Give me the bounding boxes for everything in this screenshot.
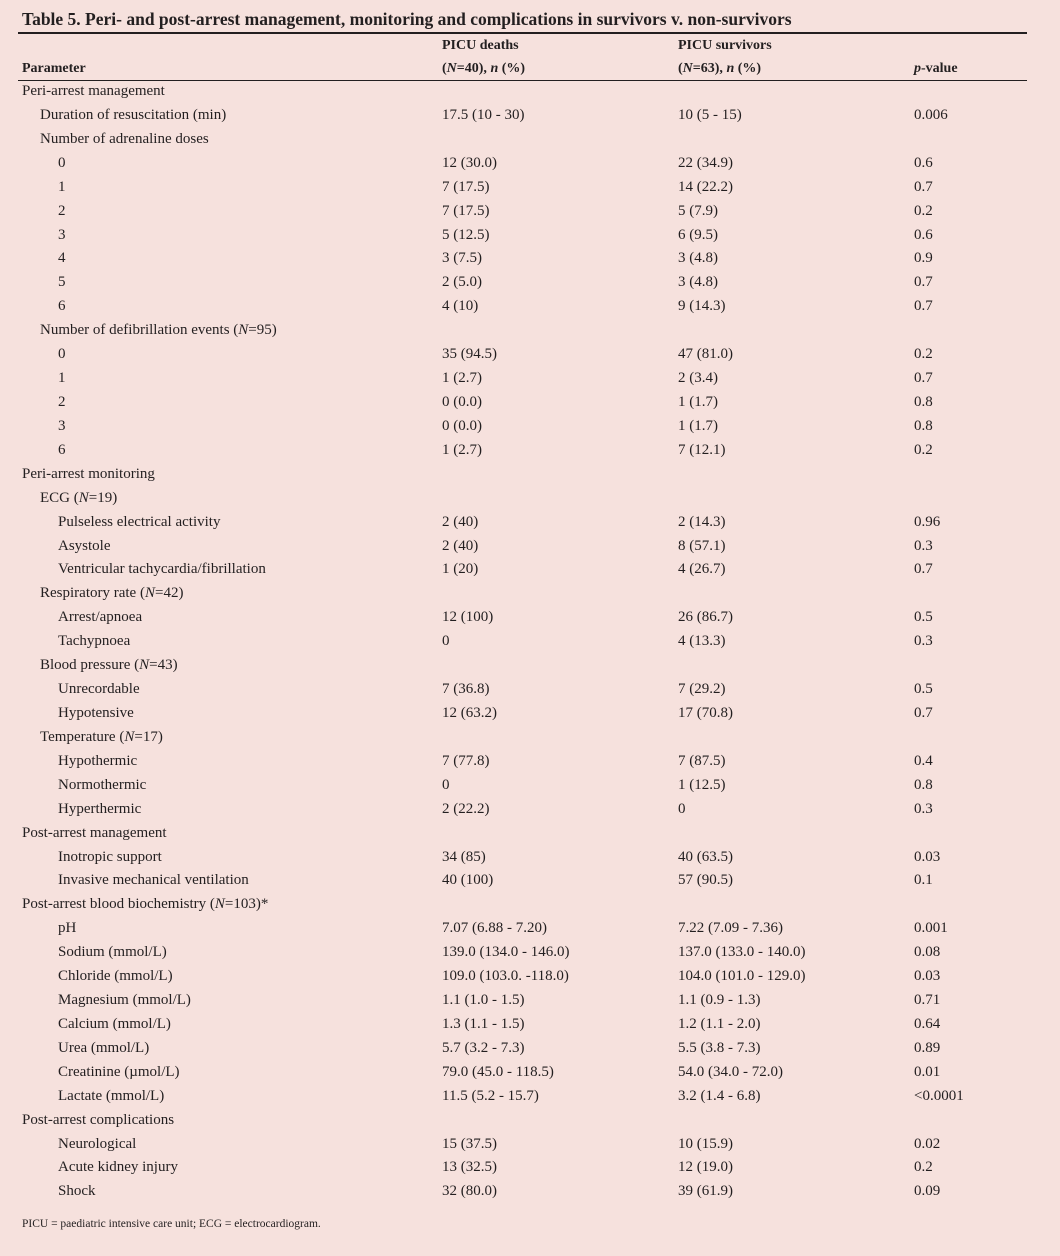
cell-survivors: 137.0 (133.0 - 140.0) <box>678 944 806 961</box>
table-row <box>0 177 1060 201</box>
cell-pvalue: 0.1 <box>914 872 933 889</box>
cell-pvalue: 0.8 <box>914 417 933 434</box>
table-row <box>0 655 1060 679</box>
cell-survivors: 1.2 (1.1 - 2.0) <box>678 1015 761 1032</box>
table-row <box>0 1110 1060 1134</box>
table-row <box>0 296 1060 320</box>
cell-deaths: 12 (63.2) <box>442 704 497 721</box>
header-survivors-line2: (N=63), n (%) <box>678 61 762 76</box>
cell-survivors: 4 (26.7) <box>678 561 726 578</box>
cell-pvalue: 0.001 <box>914 920 948 937</box>
cell-pvalue: 0.9 <box>914 250 933 267</box>
cell-survivors: 5 (7.9) <box>678 202 718 219</box>
table-row <box>0 536 1060 560</box>
cell-deaths: 1 (20) <box>442 561 479 578</box>
row-label: Calcium (mmol/L) <box>58 1015 171 1032</box>
row-label: Inotropic support <box>58 848 162 865</box>
table-row <box>0 129 1060 153</box>
row-label: Urea (mmol/L) <box>58 1039 150 1056</box>
row-label: Invasive mechanical ventilation <box>58 872 249 889</box>
table-row <box>0 847 1060 871</box>
row-label: 3 <box>58 417 66 434</box>
cell-survivors: 39 (61.9) <box>678 1183 733 1200</box>
cell-survivors: 14 (22.2) <box>678 178 733 195</box>
cell-survivors: 3 (4.8) <box>678 250 718 267</box>
cell-survivors: 7 (29.2) <box>678 681 726 698</box>
cell-deaths: 17.5 (10 - 30) <box>442 106 525 123</box>
row-label: Number of adrenaline doses <box>40 130 209 147</box>
table-row <box>0 201 1060 225</box>
header-deaths-line1: PICU deaths <box>442 38 519 53</box>
header-survivors-line1: PICU survivors <box>678 38 772 53</box>
table-row <box>0 81 1060 105</box>
table-row <box>0 679 1060 703</box>
row-label: Respiratory rate (N=42) <box>40 585 184 602</box>
cell-survivors: 1 (1.7) <box>678 393 718 410</box>
table-row <box>0 368 1060 392</box>
cell-deaths: 12 (30.0) <box>442 154 497 171</box>
cell-pvalue: 0.7 <box>914 561 933 578</box>
cell-pvalue: 0.4 <box>914 752 933 769</box>
table-title: Table 5. Peri- and post-arrest management, monitoring and complications in survivors v. non-survivors <box>22 9 792 29</box>
cell-survivors: 1 (12.5) <box>678 776 726 793</box>
table-row <box>0 488 1060 512</box>
table-row <box>0 344 1060 368</box>
cell-pvalue: <0.0001 <box>914 1087 964 1104</box>
row-label: Acute kidney injury <box>58 1159 178 1176</box>
row-label: 4 <box>58 250 66 267</box>
table-row <box>0 918 1060 942</box>
table-row <box>0 703 1060 727</box>
cell-deaths: 7.07 (6.88 - 7.20) <box>442 920 547 937</box>
cell-deaths: 5 (12.5) <box>442 226 490 243</box>
table-row <box>0 775 1060 799</box>
header-parameter: Parameter <box>22 61 86 76</box>
cell-pvalue: 0.08 <box>914 944 941 961</box>
row-label: Creatinine (µmol/L) <box>58 1063 180 1080</box>
row-label: 1 <box>58 370 66 387</box>
cell-deaths: 109.0 (103.0. -118.0) <box>442 968 569 985</box>
cell-pvalue: 0.71 <box>914 992 941 1009</box>
cell-deaths: 13 (32.5) <box>442 1159 497 1176</box>
table-body <box>0 81 1060 1205</box>
row-label: Tachypnoea <box>58 633 131 650</box>
table-row <box>0 1157 1060 1181</box>
cell-pvalue: 0.3 <box>914 800 933 817</box>
row-label: pH <box>58 920 77 937</box>
cell-deaths: 34 (85) <box>442 848 486 865</box>
cell-survivors: 3 (4.8) <box>678 274 718 291</box>
cell-survivors: 9 (14.3) <box>678 298 726 315</box>
cell-pvalue: 0.3 <box>914 633 933 650</box>
table-row <box>0 894 1060 918</box>
table-row <box>0 966 1060 990</box>
row-label: Arrest/apnoea <box>58 609 143 626</box>
table-row <box>0 105 1060 129</box>
table-row <box>0 1062 1060 1086</box>
cell-deaths: 40 (100) <box>442 872 494 889</box>
cell-pvalue: 0.8 <box>914 393 933 410</box>
table-row <box>0 751 1060 775</box>
table-row <box>0 1086 1060 1110</box>
section-label: Peri-arrest monitoring <box>22 465 155 482</box>
table-row <box>0 1014 1060 1038</box>
table-row <box>0 320 1060 344</box>
table-row <box>0 153 1060 177</box>
footnote: PICU = paediatric intensive care unit; ECG = electrocardiogram. <box>22 1218 321 1230</box>
cell-survivors: 54.0 (34.0 - 72.0) <box>678 1063 783 1080</box>
row-label: 0 <box>58 346 66 363</box>
row-label: Number of defibrillation events (N=95) <box>40 322 277 339</box>
cell-deaths: 1.1 (1.0 - 1.5) <box>442 992 525 1009</box>
cell-survivors: 40 (63.5) <box>678 848 733 865</box>
cell-survivors: 104.0 (101.0 - 129.0) <box>678 968 806 985</box>
row-label: Shock <box>58 1183 96 1200</box>
cell-survivors: 10 (15.9) <box>678 1135 733 1152</box>
table-row <box>0 942 1060 966</box>
table-row <box>0 990 1060 1014</box>
cell-survivors: 17 (70.8) <box>678 704 733 721</box>
cell-deaths: 4 (10) <box>442 298 479 315</box>
table-row <box>0 440 1060 464</box>
cell-survivors: 10 (5 - 15) <box>678 106 742 123</box>
table-row <box>0 1181 1060 1205</box>
section-label: Post-arrest blood biochemistry (N=103)* <box>22 896 269 913</box>
table-row <box>0 823 1060 847</box>
row-label: 0 <box>58 154 66 171</box>
cell-survivors: 12 (19.0) <box>678 1159 733 1176</box>
cell-deaths: 1.3 (1.1 - 1.5) <box>442 1015 525 1032</box>
cell-pvalue: 0.6 <box>914 226 933 243</box>
table-row <box>0 416 1060 440</box>
cell-deaths: 5.7 (3.2 - 7.3) <box>442 1039 525 1056</box>
table-row <box>0 464 1060 488</box>
cell-deaths: 7 (36.8) <box>442 681 490 698</box>
table-row <box>0 225 1060 249</box>
section-label: Post-arrest management <box>22 824 167 841</box>
row-label: 3 <box>58 226 66 243</box>
row-label: 2 <box>58 202 66 219</box>
cell-survivors: 8 (57.1) <box>678 537 726 554</box>
cell-pvalue: 0.89 <box>914 1039 941 1056</box>
row-label: Ventricular tachycardia/fibrillation <box>58 561 266 578</box>
cell-deaths: 7 (17.5) <box>442 178 490 195</box>
table-row <box>0 583 1060 607</box>
row-label: Normothermic <box>58 776 147 793</box>
row-label: Sodium (mmol/L) <box>58 944 167 961</box>
cell-survivors: 7 (87.5) <box>678 752 726 769</box>
cell-pvalue: 0.03 <box>914 968 941 985</box>
cell-survivors: 2 (14.3) <box>678 513 726 530</box>
cell-survivors: 7.22 (7.09 - 7.36) <box>678 920 783 937</box>
cell-pvalue: 0.7 <box>914 704 933 721</box>
cell-deaths: 11.5 (5.2 - 15.7) <box>442 1087 539 1104</box>
cell-pvalue: 0.5 <box>914 609 933 626</box>
row-label: Blood pressure (N=43) <box>40 657 178 674</box>
table-row <box>0 870 1060 894</box>
row-label: Lactate (mmol/L) <box>58 1087 165 1104</box>
cell-pvalue: 0.02 <box>914 1135 941 1152</box>
row-label: Hypotensive <box>58 704 134 721</box>
row-label: 5 <box>58 274 66 291</box>
header-deaths-line2: (N=40), n (%) <box>442 61 526 76</box>
table-row <box>0 392 1060 416</box>
cell-pvalue: 0.09 <box>914 1183 941 1200</box>
cell-survivors: 4 (13.3) <box>678 633 726 650</box>
cell-survivors: 57 (90.5) <box>678 872 733 889</box>
cell-survivors: 22 (34.9) <box>678 154 733 171</box>
cell-deaths: 1 (2.7) <box>442 370 482 387</box>
cell-pvalue: 0.01 <box>914 1063 941 1080</box>
cell-survivors: 26 (86.7) <box>678 609 733 626</box>
cell-pvalue: 0.5 <box>914 681 933 698</box>
cell-pvalue: 0.3 <box>914 537 933 554</box>
cell-deaths: 35 (94.5) <box>442 346 497 363</box>
table-row <box>0 1038 1060 1062</box>
table-row <box>0 559 1060 583</box>
cell-survivors: 2 (3.4) <box>678 370 718 387</box>
cell-deaths: 0 <box>442 633 450 650</box>
row-label: Duration of resuscitation (min) <box>40 106 227 123</box>
cell-survivors: 47 (81.0) <box>678 346 733 363</box>
section-label: Post-arrest complications <box>22 1111 175 1128</box>
cell-deaths: 7 (17.5) <box>442 202 490 219</box>
cell-survivors: 7 (12.1) <box>678 441 726 458</box>
cell-deaths: 7 (77.8) <box>442 752 490 769</box>
cell-survivors: 5.5 (3.8 - 7.3) <box>678 1039 761 1056</box>
table-row <box>0 248 1060 272</box>
cell-deaths: 2 (5.0) <box>442 274 482 291</box>
cell-survivors: 3.2 (1.4 - 6.8) <box>678 1087 761 1104</box>
cell-deaths: 1 (2.7) <box>442 441 482 458</box>
table-row <box>0 1134 1060 1158</box>
table-row <box>0 512 1060 536</box>
table-row <box>0 799 1060 823</box>
cell-deaths: 139.0 (134.0 - 146.0) <box>442 944 570 961</box>
cell-pvalue: 0.03 <box>914 848 941 865</box>
cell-deaths: 2 (22.2) <box>442 800 490 817</box>
cell-pvalue: 0.2 <box>914 441 933 458</box>
cell-deaths: 0 <box>442 776 450 793</box>
row-label: Magnesium (mmol/L) <box>58 992 191 1009</box>
row-label: 1 <box>58 178 66 195</box>
cell-survivors: 1 (1.7) <box>678 417 718 434</box>
table-row <box>0 272 1060 296</box>
cell-survivors: 1.1 (0.9 - 1.3) <box>678 992 761 1009</box>
row-label: ECG (N=19) <box>40 489 118 506</box>
cell-pvalue: 0.7 <box>914 370 933 387</box>
cell-deaths: 2 (40) <box>442 537 479 554</box>
table-row <box>0 631 1060 655</box>
cell-deaths: 2 (40) <box>442 513 479 530</box>
cell-deaths: 3 (7.5) <box>442 250 482 267</box>
row-label: 6 <box>58 441 66 458</box>
row-label: Chloride (mmol/L) <box>58 968 173 985</box>
cell-pvalue: 0.2 <box>914 1159 933 1176</box>
row-label: 2 <box>58 393 66 410</box>
cell-deaths: 15 (37.5) <box>442 1135 497 1152</box>
cell-pvalue: 0.96 <box>914 513 941 530</box>
row-label: Hyperthermic <box>58 800 142 817</box>
cell-survivors: 6 (9.5) <box>678 226 718 243</box>
cell-deaths: 32 (80.0) <box>442 1183 497 1200</box>
cell-pvalue: 0.2 <box>914 346 933 363</box>
cell-pvalue: 0.7 <box>914 274 933 291</box>
table-row <box>0 607 1060 631</box>
table-row <box>0 727 1060 751</box>
cell-deaths: 79.0 (45.0 - 118.5) <box>442 1063 554 1080</box>
cell-pvalue: 0.006 <box>914 106 948 123</box>
cell-pvalue: 0.7 <box>914 298 933 315</box>
row-label: 6 <box>58 298 66 315</box>
row-label: Unrecordable <box>58 681 140 698</box>
row-label: Asystole <box>58 537 111 554</box>
cell-survivors: 0 <box>678 800 686 817</box>
cell-pvalue: 0.2 <box>914 202 933 219</box>
cell-deaths: 0 (0.0) <box>442 417 482 434</box>
section-label: Peri-arrest management <box>22 83 165 99</box>
top-rule <box>18 32 1027 34</box>
row-label: Neurological <box>58 1135 137 1152</box>
cell-deaths: 12 (100) <box>442 609 494 626</box>
header-pvalue: p-value <box>914 61 958 76</box>
cell-pvalue: 0.7 <box>914 178 933 195</box>
cell-pvalue: 0.6 <box>914 154 933 171</box>
row-label: Temperature (N=17) <box>40 728 163 745</box>
cell-pvalue: 0.8 <box>914 776 933 793</box>
row-label: Pulseless electrical activity <box>58 513 221 530</box>
row-label: Hypothermic <box>58 752 138 769</box>
cell-pvalue: 0.64 <box>914 1015 941 1032</box>
cell-deaths: 0 (0.0) <box>442 393 482 410</box>
